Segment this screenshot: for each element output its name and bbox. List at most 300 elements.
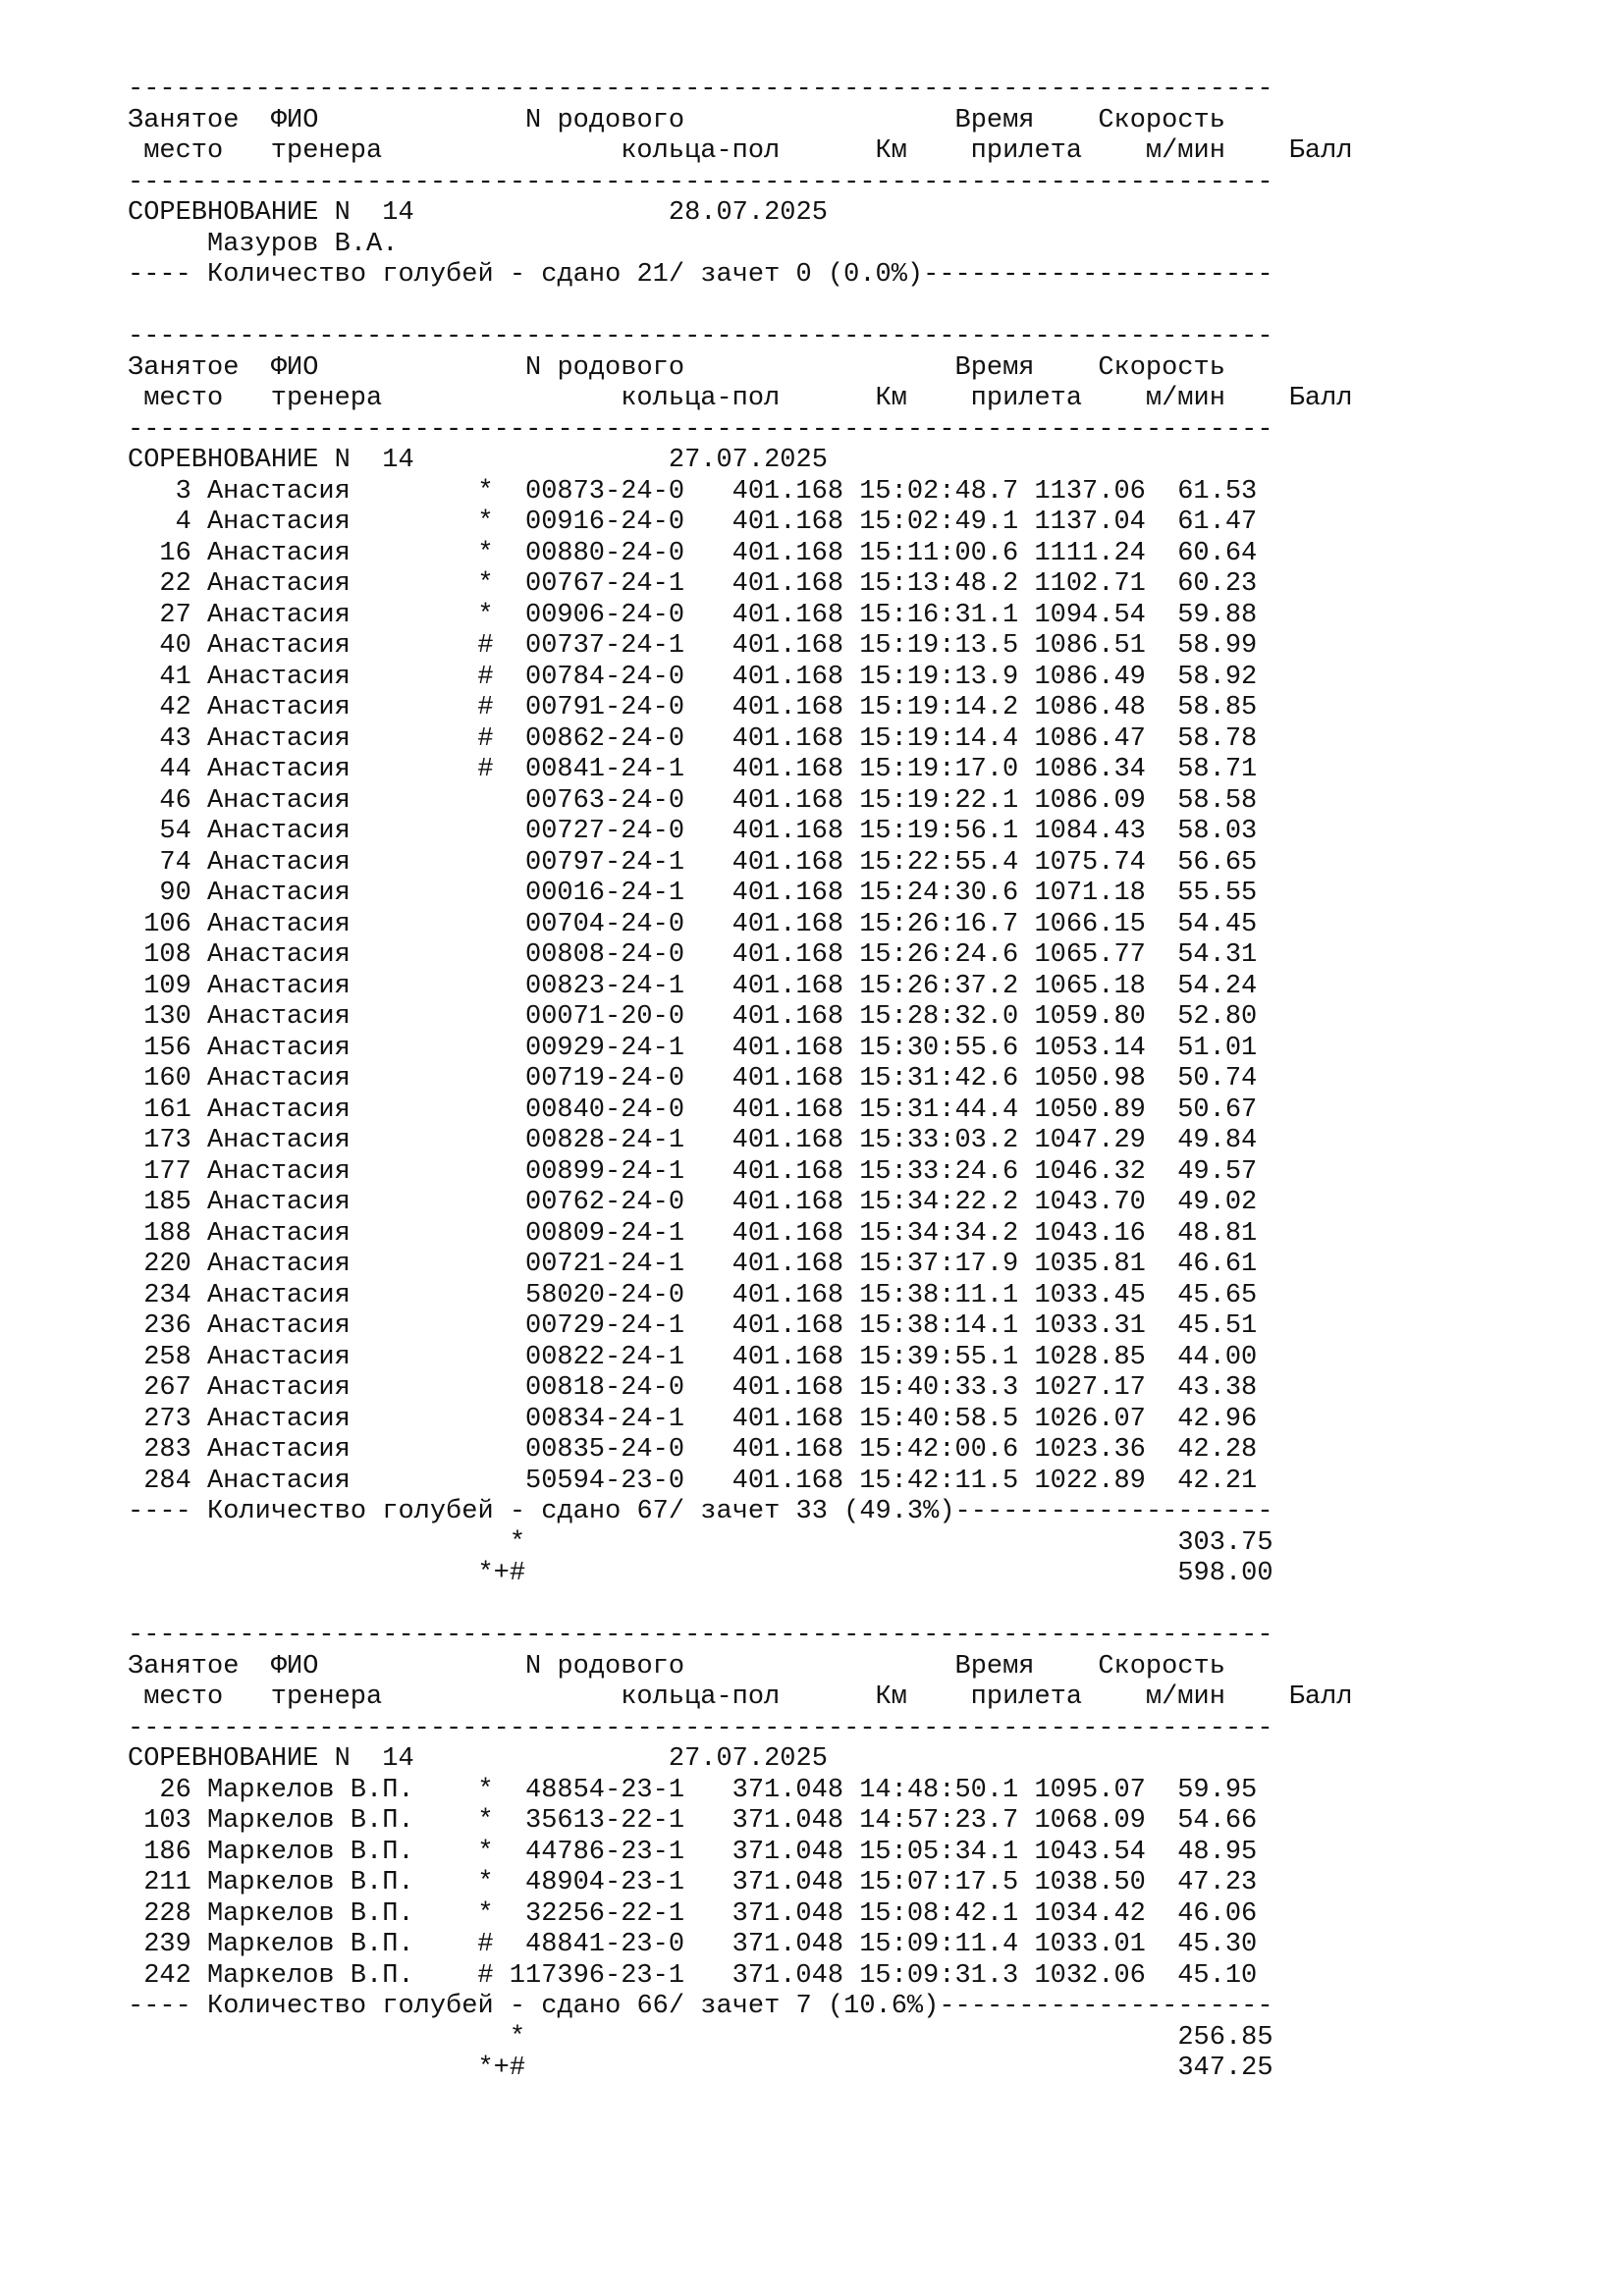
score-value: 42.96 — [1177, 1404, 1258, 1434]
result-row — [128, 940, 1353, 972]
blank-line — [128, 292, 1353, 323]
header-score: Балл — [1288, 1682, 1353, 1712]
header-time: Время — [954, 1651, 1035, 1682]
arrival-time: 15:19:17.0 — [859, 755, 1019, 784]
speed-value: 1066.15 — [1034, 909, 1146, 939]
distance-km: 401.168 — [731, 693, 844, 722]
distance-km: 401.168 — [731, 507, 844, 537]
competition-date: 27.07.2025 — [668, 446, 828, 475]
header-trainer: тренера — [270, 136, 383, 166]
arrival-time: 15:42:00.6 — [859, 1435, 1019, 1465]
total-value: 256.85 — [1177, 2022, 1273, 2053]
distance-km: 401.168 — [731, 785, 844, 816]
score-value: 54.66 — [1177, 1806, 1258, 1836]
score-value: 58.58 — [1177, 785, 1258, 816]
speed-value: 1102.71 — [1034, 569, 1146, 599]
trainer-name: Мазуров В.А. — [207, 229, 399, 259]
result-mark: * — [477, 1775, 494, 1805]
header-fio: ФИО — [270, 105, 319, 135]
distance-km: 371.048 — [731, 1868, 844, 1897]
trainer-name: Анастасия — [206, 1280, 351, 1310]
header-km: Км — [875, 1682, 907, 1712]
header-arrival: прилета — [970, 384, 1083, 413]
header-speed: Скорость — [1098, 1651, 1225, 1682]
column-header-row-1 — [128, 1652, 1353, 1683]
score-value: 48.95 — [1177, 1837, 1258, 1867]
ring-number: 00721-24-1 — [525, 1250, 685, 1279]
speed-value: 1086.49 — [1034, 662, 1146, 692]
ring-number: 00841-24-1 — [525, 755, 685, 784]
distance-km: 401.168 — [731, 1156, 844, 1187]
total-value: 303.75 — [1177, 1527, 1273, 1558]
distance-km: 401.168 — [731, 476, 844, 507]
arrival-time: 15:38:14.1 — [859, 1311, 1019, 1341]
score-value: 55.55 — [1177, 879, 1258, 908]
arrival-time: 15:09:11.4 — [859, 1930, 1019, 1959]
trainer-name: Анастасия — [206, 1156, 351, 1187]
arrival-time: 15:42:11.5 — [859, 1466, 1019, 1496]
arrival-time: 15:34:34.2 — [859, 1218, 1019, 1249]
result-place: 188 — [143, 1218, 191, 1249]
distance-km: 401.168 — [731, 1435, 844, 1465]
header-place: место — [143, 1682, 224, 1712]
ring-number: 00737-24-1 — [525, 631, 685, 661]
result-place: 161 — [143, 1095, 191, 1125]
speed-value: 1065.77 — [1034, 940, 1146, 970]
score-value: 42.28 — [1177, 1435, 1258, 1465]
ring-number: 00719-24-0 — [525, 1064, 685, 1094]
score-value: 58.71 — [1177, 755, 1258, 784]
total-value: 598.00 — [1177, 1559, 1273, 1588]
trainer-name: Анастасия — [206, 940, 351, 970]
score-value: 52.80 — [1177, 1002, 1258, 1032]
arrival-time: 15:08:42.1 — [859, 1898, 1019, 1929]
result-place: 26 — [159, 1775, 191, 1805]
ring-number: 00762-24-0 — [525, 1188, 685, 1217]
ring-number: 50594-23-0 — [525, 1466, 685, 1496]
column-header-row-2 — [128, 384, 1353, 415]
result-place: 258 — [143, 1342, 191, 1372]
trainer-name: Анастасия — [206, 1311, 351, 1341]
speed-value: 1137.06 — [1034, 476, 1146, 507]
ring-number: 00916-24-0 — [525, 507, 685, 537]
ring-number: 32256-22-1 — [525, 1898, 685, 1929]
arrival-time: 15:19:13.5 — [859, 631, 1019, 661]
total-symbol: *+# — [477, 2054, 526, 2083]
arrival-time: 15:26:37.2 — [859, 971, 1019, 1001]
distance-km: 401.168 — [731, 971, 844, 1001]
trainer-name: Анастасия — [206, 1373, 351, 1403]
score-value: 45.10 — [1177, 1960, 1258, 1991]
ring-number: 00784-24-0 — [525, 662, 685, 692]
result-row — [128, 663, 1353, 694]
speed-value: 1033.01 — [1034, 1930, 1146, 1959]
header-speed: Скорость — [1098, 352, 1225, 383]
distance-km: 401.168 — [731, 1466, 844, 1496]
ring-number: 48841-23-0 — [525, 1930, 685, 1959]
ring-number: 00822-24-1 — [525, 1342, 685, 1372]
result-place: 211 — [143, 1868, 191, 1897]
result-place: 109 — [143, 971, 191, 1001]
arrival-time: 15:16:31.1 — [859, 600, 1019, 630]
arrival-time: 15:38:11.1 — [859, 1280, 1019, 1310]
header-speed-unit: м/мин — [1145, 1682, 1225, 1712]
trainer-name: Маркелов В.П. — [206, 1837, 414, 1867]
score-value: 46.61 — [1177, 1250, 1258, 1279]
result-mark: # — [477, 1930, 494, 1959]
speed-value: 1111.24 — [1034, 538, 1146, 568]
result-row — [128, 786, 1353, 818]
competition-date: 27.07.2025 — [668, 1744, 828, 1774]
ring-number: 00834-24-1 — [525, 1404, 685, 1434]
trainer-name: Анастасия — [206, 1250, 351, 1279]
arrival-time: 15:09:31.3 — [859, 1960, 1019, 1991]
header-ring-sex: кольца-пол — [621, 136, 781, 166]
arrival-time: 15:40:33.3 — [859, 1373, 1019, 1403]
result-row — [128, 1188, 1353, 1219]
result-place: 236 — [143, 1311, 191, 1341]
arrival-time: 15:33:24.6 — [859, 1156, 1019, 1187]
header-score: Балл — [1288, 136, 1353, 166]
result-row — [128, 1405, 1353, 1436]
total-row — [128, 2054, 1353, 2085]
summary-line: ---- Количество голубей - сдано 21/ зачет 0 (0.0%)---------------------- — [128, 260, 1273, 290]
ring-number: 44786-23-1 — [525, 1837, 685, 1867]
distance-km: 371.048 — [731, 1898, 844, 1929]
score-value: 54.24 — [1177, 971, 1258, 1001]
column-header-row-2 — [128, 136, 1353, 168]
result-place: 273 — [143, 1404, 191, 1434]
speed-value: 1086.51 — [1034, 631, 1146, 661]
trainer-name: Анастасия — [206, 971, 351, 1001]
ring-number: 00071-20-0 — [525, 1002, 685, 1032]
score-value: 51.01 — [1177, 1033, 1258, 1063]
speed-value: 1046.32 — [1034, 1156, 1146, 1187]
score-value: 56.65 — [1177, 847, 1258, 878]
header-ring-sex: кольца-пол — [621, 1682, 781, 1712]
result-place: 42 — [159, 693, 191, 722]
speed-value: 1043.54 — [1034, 1837, 1146, 1867]
result-place: 46 — [159, 785, 191, 816]
trainer-name: Анастасия — [206, 1466, 351, 1496]
result-row — [128, 755, 1353, 786]
trainer-name: Анастасия — [206, 723, 351, 754]
ring-number: 00016-24-1 — [525, 879, 685, 908]
result-place: 90 — [159, 879, 191, 908]
score-value: 58.85 — [1177, 693, 1258, 722]
result-mark: # — [477, 755, 494, 784]
score-value: 59.88 — [1177, 600, 1258, 630]
speed-value: 1095.07 — [1034, 1775, 1146, 1805]
speed-value: 1033.31 — [1034, 1311, 1146, 1341]
arrival-time: 15:02:48.7 — [859, 476, 1019, 507]
blank-line — [128, 1590, 1353, 1622]
trainer-name: Анастасия — [206, 569, 351, 599]
header-fio: ФИО — [270, 1651, 319, 1682]
distance-km: 401.168 — [731, 817, 844, 846]
result-row — [128, 1095, 1353, 1127]
score-value: 50.67 — [1177, 1095, 1258, 1125]
arrival-time: 15:31:42.6 — [859, 1064, 1019, 1094]
trainer-name: Маркелов В.П. — [206, 1868, 414, 1897]
speed-value: 1043.70 — [1034, 1188, 1146, 1217]
score-value: 43.38 — [1177, 1373, 1258, 1403]
score-value: 54.45 — [1177, 909, 1258, 939]
trainer-name: Анастасия — [206, 847, 351, 878]
result-mark: * — [477, 1868, 494, 1897]
speed-value: 1022.89 — [1034, 1466, 1146, 1496]
trainer-name: Анастасия — [206, 1218, 351, 1249]
arrival-time: 15:30:55.6 — [859, 1033, 1019, 1063]
result-place: 242 — [143, 1960, 191, 1991]
result-row — [128, 1806, 1353, 1838]
total-symbol: * — [509, 2022, 526, 2053]
result-place: 185 — [143, 1188, 191, 1217]
speed-value: 1094.54 — [1034, 600, 1146, 630]
speed-value: 1086.09 — [1034, 785, 1146, 816]
result-place: 186 — [143, 1837, 191, 1867]
result-mark: * — [477, 600, 494, 630]
ring-number: 00808-24-0 — [525, 940, 685, 970]
speed-value: 1053.14 — [1034, 1033, 1146, 1063]
trainer-name: Анастасия — [206, 1064, 351, 1094]
arrival-time: 15:26:16.7 — [859, 909, 1019, 939]
result-mark: # — [477, 723, 494, 754]
result-row — [128, 1281, 1353, 1312]
score-value: 49.02 — [1177, 1188, 1258, 1217]
trainer-name: Анастасия — [206, 600, 351, 630]
arrival-time: 15:28:32.0 — [859, 1002, 1019, 1032]
trainer-name: Маркелов В.П. — [206, 1806, 414, 1836]
result-mark: * — [477, 569, 494, 599]
competition-row — [128, 1744, 1353, 1776]
result-place: 234 — [143, 1280, 191, 1310]
result-row — [128, 1435, 1353, 1467]
header-trainer: тренера — [270, 1682, 383, 1712]
trainer-name: Анастасия — [206, 817, 351, 846]
result-row — [128, 1838, 1353, 1869]
arrival-time: 15:19:56.1 — [859, 817, 1019, 846]
distance-km: 401.168 — [731, 600, 844, 630]
arrival-time: 15:34:22.2 — [859, 1188, 1019, 1217]
separator-line: ------------------------------------------------------------------------ — [128, 414, 1273, 445]
arrival-time: 15:19:14.4 — [859, 723, 1019, 754]
score-value: 59.95 — [1177, 1775, 1258, 1805]
speed-value: 1047.29 — [1034, 1126, 1146, 1155]
header-km: Км — [875, 136, 907, 166]
result-row — [128, 1250, 1353, 1281]
ring-number: 00763-24-0 — [525, 785, 685, 816]
speed-value: 1065.18 — [1034, 971, 1146, 1001]
distance-km: 401.168 — [731, 662, 844, 692]
trainer-name: Анастасия — [206, 1126, 351, 1155]
speed-value: 1071.18 — [1034, 879, 1146, 908]
ring-number: 00809-24-1 — [525, 1218, 685, 1249]
header-ring-no: N родового — [525, 352, 685, 383]
distance-km: 401.168 — [731, 879, 844, 908]
speed-value: 1026.07 — [1034, 1404, 1146, 1434]
total-row — [128, 1559, 1353, 1590]
result-row — [128, 1034, 1353, 1065]
distance-km: 401.168 — [731, 1095, 844, 1125]
header-speed-unit: м/мин — [1145, 384, 1225, 413]
header-occupied: Занятое — [128, 1651, 240, 1682]
result-place: 173 — [143, 1126, 191, 1155]
distance-km: 371.048 — [731, 1930, 844, 1959]
header-ring-no: N родового — [525, 105, 685, 135]
score-value: 61.53 — [1177, 476, 1258, 507]
total-symbol: * — [509, 1527, 526, 1558]
trainer-name: Анастасия — [206, 909, 351, 939]
distance-km: 401.168 — [731, 1126, 844, 1155]
distance-km: 401.168 — [731, 1280, 844, 1310]
total-row — [128, 2023, 1353, 2055]
result-place: 284 — [143, 1466, 191, 1496]
trainer-name: Анастасия — [206, 662, 351, 692]
speed-value: 1050.98 — [1034, 1064, 1146, 1094]
header-occupied: Занятое — [128, 352, 240, 383]
score-value: 58.78 — [1177, 723, 1258, 754]
trainer-name: Анастасия — [206, 1435, 351, 1465]
distance-km: 371.048 — [731, 1806, 844, 1836]
result-place: 156 — [143, 1033, 191, 1063]
arrival-time: 15:19:13.9 — [859, 662, 1019, 692]
arrival-time: 15:22:55.4 — [859, 847, 1019, 878]
result-row — [128, 1899, 1353, 1931]
speed-value: 1043.16 — [1034, 1218, 1146, 1249]
score-value: 47.23 — [1177, 1868, 1258, 1897]
trainer-name: Маркелов В.П. — [206, 1960, 414, 1991]
result-mark: * — [477, 1837, 494, 1867]
result-place: 106 — [143, 909, 191, 939]
distance-km: 401.168 — [731, 940, 844, 970]
arrival-time: 15:13:48.2 — [859, 569, 1019, 599]
ring-number: 00797-24-1 — [525, 847, 685, 878]
column-header-row-1 — [128, 106, 1353, 137]
result-row — [128, 1373, 1353, 1405]
separator-line: ------------------------------------------------------------------------ — [128, 1713, 1273, 1743]
trainer-name: Анастасия — [206, 538, 351, 568]
trainer-name: Анастасия — [206, 879, 351, 908]
result-row — [128, 1776, 1353, 1807]
result-place: 74 — [159, 847, 191, 878]
speed-value: 1038.50 — [1034, 1868, 1146, 1897]
speed-value: 1086.48 — [1034, 693, 1146, 722]
header-trainer: тренера — [270, 384, 383, 413]
score-value: 44.00 — [1177, 1342, 1258, 1372]
ring-number: 00906-24-0 — [525, 600, 685, 630]
score-value: 46.06 — [1177, 1898, 1258, 1929]
trainer-name: Маркелов В.П. — [206, 1775, 414, 1805]
header-occupied: Занятое — [128, 105, 240, 135]
arrival-time: 15:39:55.1 — [859, 1342, 1019, 1372]
result-row — [128, 1219, 1353, 1251]
result-row — [128, 1126, 1353, 1157]
separator-line: ------------------------------------------------------------------------ — [128, 75, 1273, 104]
score-value: 61.47 — [1177, 507, 1258, 537]
distance-km: 371.048 — [731, 1775, 844, 1805]
ring-number: 00818-24-0 — [525, 1373, 685, 1403]
distance-km: 401.168 — [731, 1404, 844, 1434]
header-arrival: прилета — [970, 136, 1083, 166]
header-place: место — [143, 384, 224, 413]
result-place: 54 — [159, 817, 191, 846]
ring-number: 00704-24-0 — [525, 909, 685, 939]
distance-km: 401.168 — [731, 1250, 844, 1279]
distance-km: 401.168 — [731, 755, 844, 784]
result-place: 44 — [159, 755, 191, 784]
result-mark: * — [477, 1898, 494, 1929]
trainer-name-row — [128, 230, 1353, 261]
arrival-time: 15:05:34.1 — [859, 1837, 1019, 1867]
result-mark: # — [477, 1960, 494, 1991]
arrival-time: 15:24:30.6 — [859, 879, 1019, 908]
score-value: 54.31 — [1177, 940, 1258, 970]
result-row — [128, 1467, 1353, 1498]
arrival-time: 15:40:58.5 — [859, 1404, 1019, 1434]
distance-km: 371.048 — [731, 1960, 844, 1991]
result-row — [128, 1002, 1353, 1034]
result-mark: * — [477, 476, 494, 507]
result-row — [128, 848, 1353, 880]
ring-number: 117396-23-1 — [509, 1960, 685, 1991]
result-row — [128, 1961, 1353, 1993]
result-row — [128, 879, 1353, 910]
result-place: 108 — [143, 940, 191, 970]
ring-number: 00899-24-1 — [525, 1156, 685, 1187]
result-place: 4 — [175, 507, 191, 537]
competition-row — [128, 198, 1353, 230]
distance-km: 401.168 — [731, 1311, 844, 1341]
results-report — [128, 75, 1353, 2085]
score-value: 45.51 — [1177, 1311, 1258, 1341]
result-place: 41 — [159, 662, 191, 692]
score-value: 42.21 — [1177, 1466, 1258, 1496]
result-row — [128, 1868, 1353, 1899]
result-place: 130 — [143, 1002, 191, 1032]
result-mark: * — [477, 507, 494, 537]
distance-km: 401.168 — [731, 723, 844, 754]
ring-number: 35613-22-1 — [525, 1806, 685, 1836]
header-km: Км — [875, 384, 907, 413]
separator-line: ------------------------------------------------------------------------ — [128, 167, 1273, 197]
score-value: 45.65 — [1177, 1280, 1258, 1310]
result-place: 22 — [159, 569, 191, 599]
result-row — [128, 1930, 1353, 1961]
result-row — [128, 693, 1353, 724]
arrival-time: 15:11:00.6 — [859, 538, 1019, 568]
header-place: место — [143, 136, 224, 166]
result-place: 3 — [175, 476, 191, 507]
trainer-name: Анастасия — [206, 476, 351, 507]
distance-km: 401.168 — [731, 1033, 844, 1063]
result-row — [128, 972, 1353, 1003]
result-row — [128, 1311, 1353, 1343]
trainer-name: Анастасия — [206, 1002, 351, 1032]
column-header-row-2 — [128, 1682, 1353, 1714]
header-ring-no: N родового — [525, 1651, 685, 1682]
trainer-name: Анастасия — [206, 507, 351, 537]
result-place: 40 — [159, 631, 191, 661]
result-row — [128, 601, 1353, 632]
competition-title: СОРЕВНОВАНИЕ N 14 — [128, 1744, 414, 1774]
score-value: 49.57 — [1177, 1156, 1258, 1187]
score-value: 60.64 — [1177, 538, 1258, 568]
summary-line: ---- Количество голубей - сдано 66/ зачет 7 (10.6%)--------------------- — [128, 1992, 1273, 2021]
result-row — [128, 817, 1353, 848]
result-row — [128, 910, 1353, 941]
trainer-name: Анастасия — [206, 1404, 351, 1434]
